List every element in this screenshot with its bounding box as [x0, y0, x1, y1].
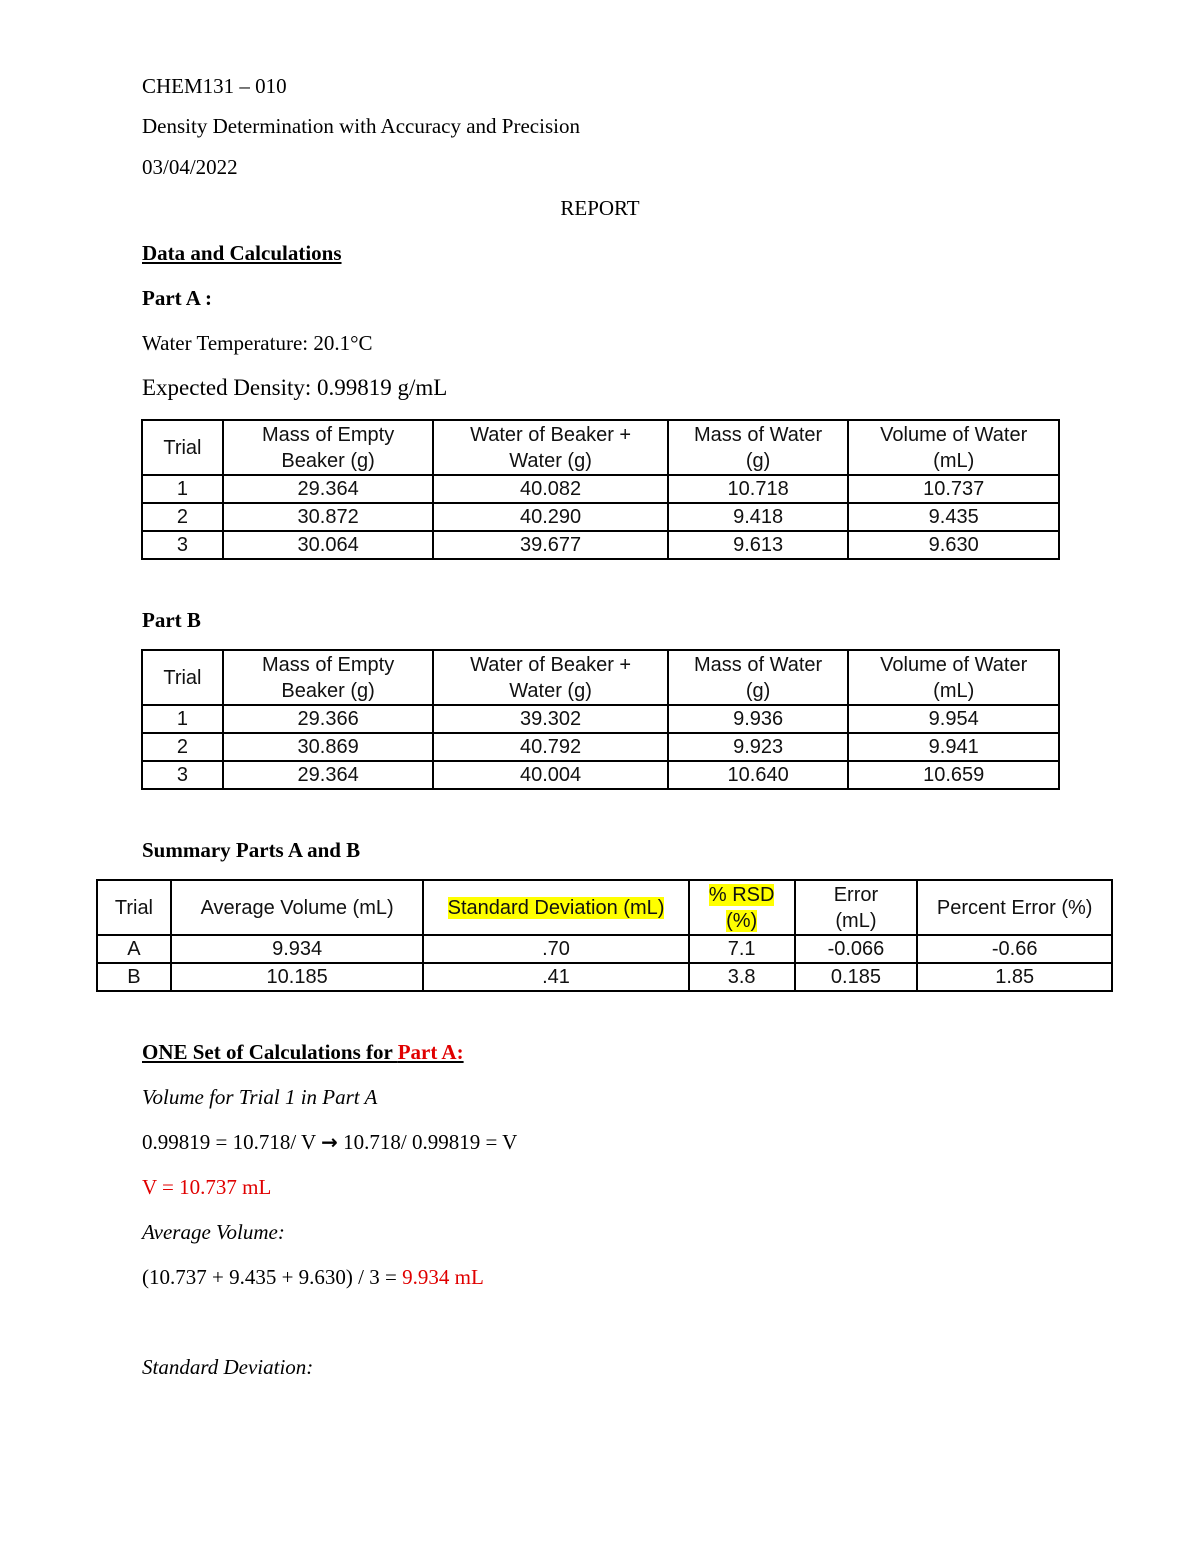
cell: 40.004 [433, 761, 667, 789]
cell: 40.290 [433, 503, 667, 531]
header-trial: Trial [142, 650, 223, 705]
water-temperature: Water Temperature: 20.1°C [142, 331, 373, 355]
table-header-row [142, 420, 1059, 475]
part-a-table [141, 419, 1060, 560]
header-volume-water: Volume of Water (mL) [848, 420, 1059, 475]
header-standard-deviation: Standard Deviation (mL) [423, 880, 688, 935]
cell: 30.869 [223, 733, 434, 761]
part-a-heading: Part A : [142, 286, 212, 310]
header-average-volume: Average Volume (mL) [171, 880, 423, 935]
header-mass-empty-beaker: Mass of Empty Beaker (g) [223, 420, 434, 475]
header-mass-empty-beaker: Mass of Empty Beaker (g) [223, 650, 434, 705]
cell: 0.185 [795, 963, 918, 991]
table-row [142, 761, 1059, 789]
volume-equation [142, 1130, 517, 1154]
cell: A [97, 935, 171, 963]
table-header-row [142, 650, 1059, 705]
right-arrow-icon: → [321, 1130, 338, 1154]
table-row [142, 733, 1059, 761]
summary-heading: Summary Parts A and B [142, 838, 361, 862]
cell: 9.934 [171, 935, 423, 963]
cell: 9.936 [668, 705, 849, 733]
standard-deviation-label: Standard Deviation: [142, 1355, 314, 1379]
cell: 2 [142, 733, 223, 761]
cell: .70 [423, 935, 688, 963]
cell: 1 [142, 705, 223, 733]
volume-result: V = 10.737 mL [142, 1175, 272, 1199]
cell: 1 [142, 475, 223, 503]
cell: 10.659 [848, 761, 1059, 789]
table-header-row [97, 880, 1112, 935]
header-trial: Trial [142, 420, 223, 475]
header-mass-water: Mass of Water (g) [668, 650, 849, 705]
header-trial: Trial [97, 880, 171, 935]
header-beaker-plus-water: Water of Beaker + Water (g) [433, 420, 667, 475]
cell: 9.630 [848, 531, 1059, 559]
summary-table [96, 879, 1113, 992]
table-row [142, 531, 1059, 559]
table-row [97, 963, 1112, 991]
cell: 10.640 [668, 761, 849, 789]
report-title: Density Determination with Accuracy and Precision [142, 114, 580, 138]
cell: 30.872 [223, 503, 434, 531]
cell: 40.792 [433, 733, 667, 761]
volume-equation-right: 10.718/ 0.99819 = V [337, 1130, 518, 1154]
expected-density: Expected Density: 0.99819 g/mL [142, 375, 448, 400]
average-volume-equation [142, 1265, 484, 1289]
cell: 9.418 [668, 503, 849, 531]
cell: 7.1 [689, 935, 795, 963]
header-percent-error: Percent Error (%) [917, 880, 1112, 935]
cell: .41 [423, 963, 688, 991]
cell: -0.66 [917, 935, 1112, 963]
cell: -0.066 [795, 935, 918, 963]
cell: 39.302 [433, 705, 667, 733]
part-b-table [141, 649, 1060, 790]
cell: 30.064 [223, 531, 434, 559]
table-row [97, 935, 1112, 963]
volume-label: Volume for Trial 1 in Part A [142, 1085, 378, 1109]
average-equation-text: (10.737 + 9.435 + 9.630) / 3 = [142, 1265, 403, 1289]
cell: 10.185 [171, 963, 423, 991]
cell: B [97, 963, 171, 991]
cell: 29.366 [223, 705, 434, 733]
cell: 3 [142, 761, 223, 789]
average-volume-result: 9.934 mL [402, 1265, 484, 1289]
cell: 9.923 [668, 733, 849, 761]
cell: 9.613 [668, 531, 849, 559]
cell: 10.737 [848, 475, 1059, 503]
average-volume-label: Average Volume: [142, 1220, 285, 1244]
cell: 39.677 [433, 531, 667, 559]
cell: 3 [142, 531, 223, 559]
part-b-heading: Part B [142, 608, 201, 632]
cell: 3.8 [689, 963, 795, 991]
calculations-heading-prefix: ONE Set of Calculations for [142, 1040, 398, 1064]
cell: 9.941 [848, 733, 1059, 761]
cell: 2 [142, 503, 223, 531]
cell: 10.718 [668, 475, 849, 503]
report-date: 03/04/2022 [142, 155, 238, 179]
cell: 9.954 [848, 705, 1059, 733]
cell: 1.85 [917, 963, 1112, 991]
header-beaker-plus-water: Water of Beaker + Water (g) [433, 650, 667, 705]
table-row [142, 705, 1059, 733]
course-code: CHEM131 – 010 [142, 74, 287, 98]
header-error: Error (mL) [795, 880, 918, 935]
data-calculations-heading: Data and Calculations [142, 241, 342, 265]
cell: 29.364 [223, 475, 434, 503]
header-volume-water: Volume of Water (mL) [848, 650, 1059, 705]
table-row [142, 503, 1059, 531]
header-mass-water: Mass of Water (g) [668, 420, 849, 475]
report-label: REPORT [560, 196, 640, 220]
calculations-heading [142, 1040, 464, 1064]
cell: 29.364 [223, 761, 434, 789]
volume-equation-left: 0.99819 = 10.718/ V [142, 1130, 322, 1154]
table-row [142, 475, 1059, 503]
header-rsd: % RSD (%) [689, 880, 795, 935]
cell: 9.435 [848, 503, 1059, 531]
cell: 40.082 [433, 475, 667, 503]
calculations-heading-part: Part A: [397, 1040, 464, 1064]
